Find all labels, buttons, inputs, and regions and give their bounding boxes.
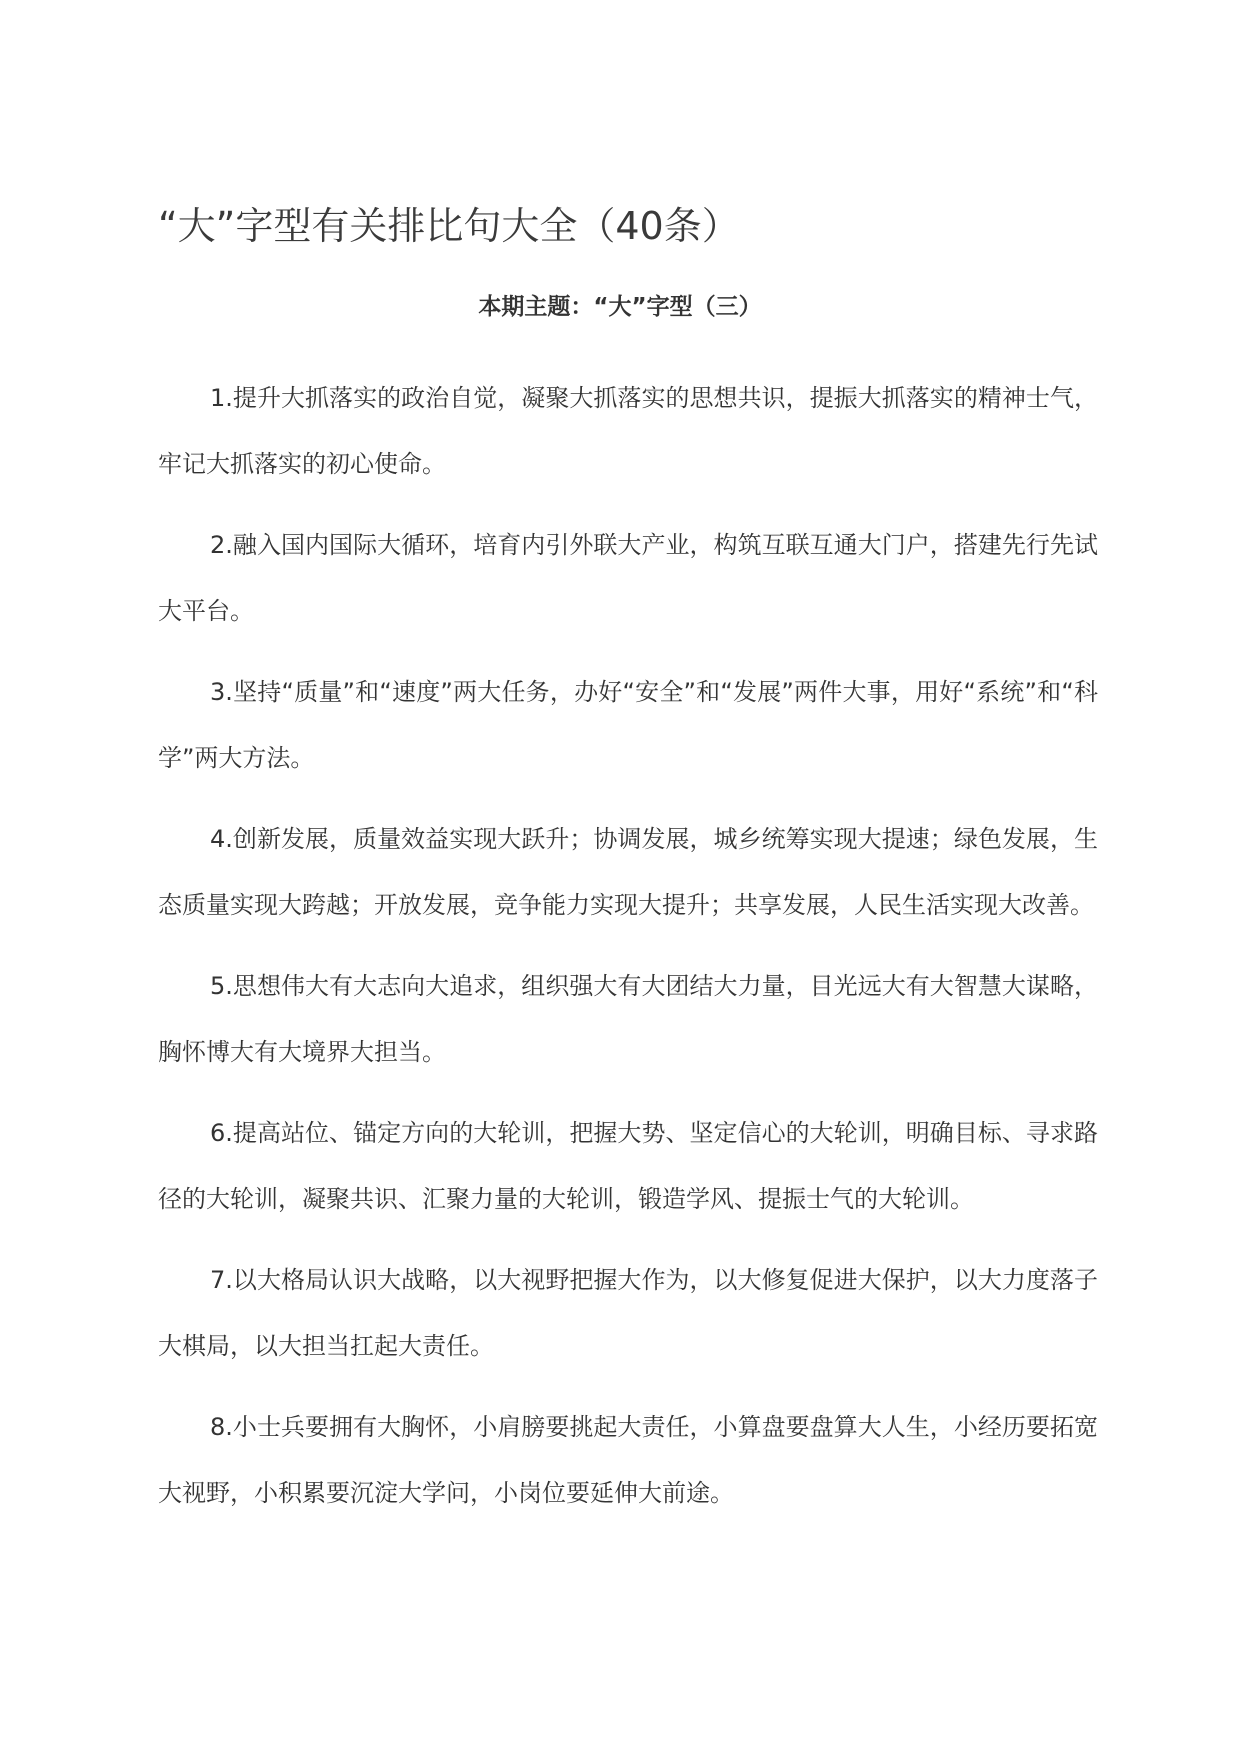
list-item: 5.思想伟大有大志向大追求，组织强大有大团结大力量，目光远大有大智慧大谋略，胸怀博大有大境界大担当。 — [158, 972, 1098, 1066]
list-item: 7.以大格局认识大战略，以大视野把握大作为，以大修复促进大保护，以大力度落子大棋局，以大担当扛起大责任。 — [158, 1266, 1098, 1360]
list-item: 2.融入国内国际大循环，培育内引外联大产业，构筑互联互通大门户，搭建先行先试大平台。 — [158, 531, 1098, 625]
list-item: 1.提升大抓落实的政治自觉，凝聚大抓落实的思想共识，提振大抓落实的精神士气，牢记大抓落实的初心使命。 — [158, 384, 1098, 478]
list-item: 3.坚持“质量”和“速度”两大任务，办好“安全”和“发展”两件大事，用好“系统”和“科学”两大方法。 — [158, 678, 1098, 772]
list-item: 4.创新发展，质量效益实现大跃升；协调发展，城乡统筹实现大提速；绿色发展，生态质量实现大跨越；开放发展，竞争能力实现大提升；共享发展，人民生活实现大改善。 — [158, 825, 1098, 919]
list-item: 8.小士兵要拥有大胸怀，小肩膀要挑起大责任，小算盘要盘算大人生，小经历要拓宽大视野，小积累要沉淀大学问，小岗位要延伸大前途。 — [158, 1413, 1098, 1507]
item-list — [158, 365, 1098, 1541]
list-item: 6.提高站位、锚定方向的大轮训，把握大势、坚定信心的大轮训，明确目标、寻求路径的大轮训，凝聚共识、汇聚力量的大轮训，锻造学风、提振士气的大轮训。 — [158, 1119, 1098, 1213]
document-subtitle: 本期主题：“大”字型（三） — [478, 294, 762, 320]
document-title: “大”字型有关排比句大全（40条） — [158, 204, 740, 248]
